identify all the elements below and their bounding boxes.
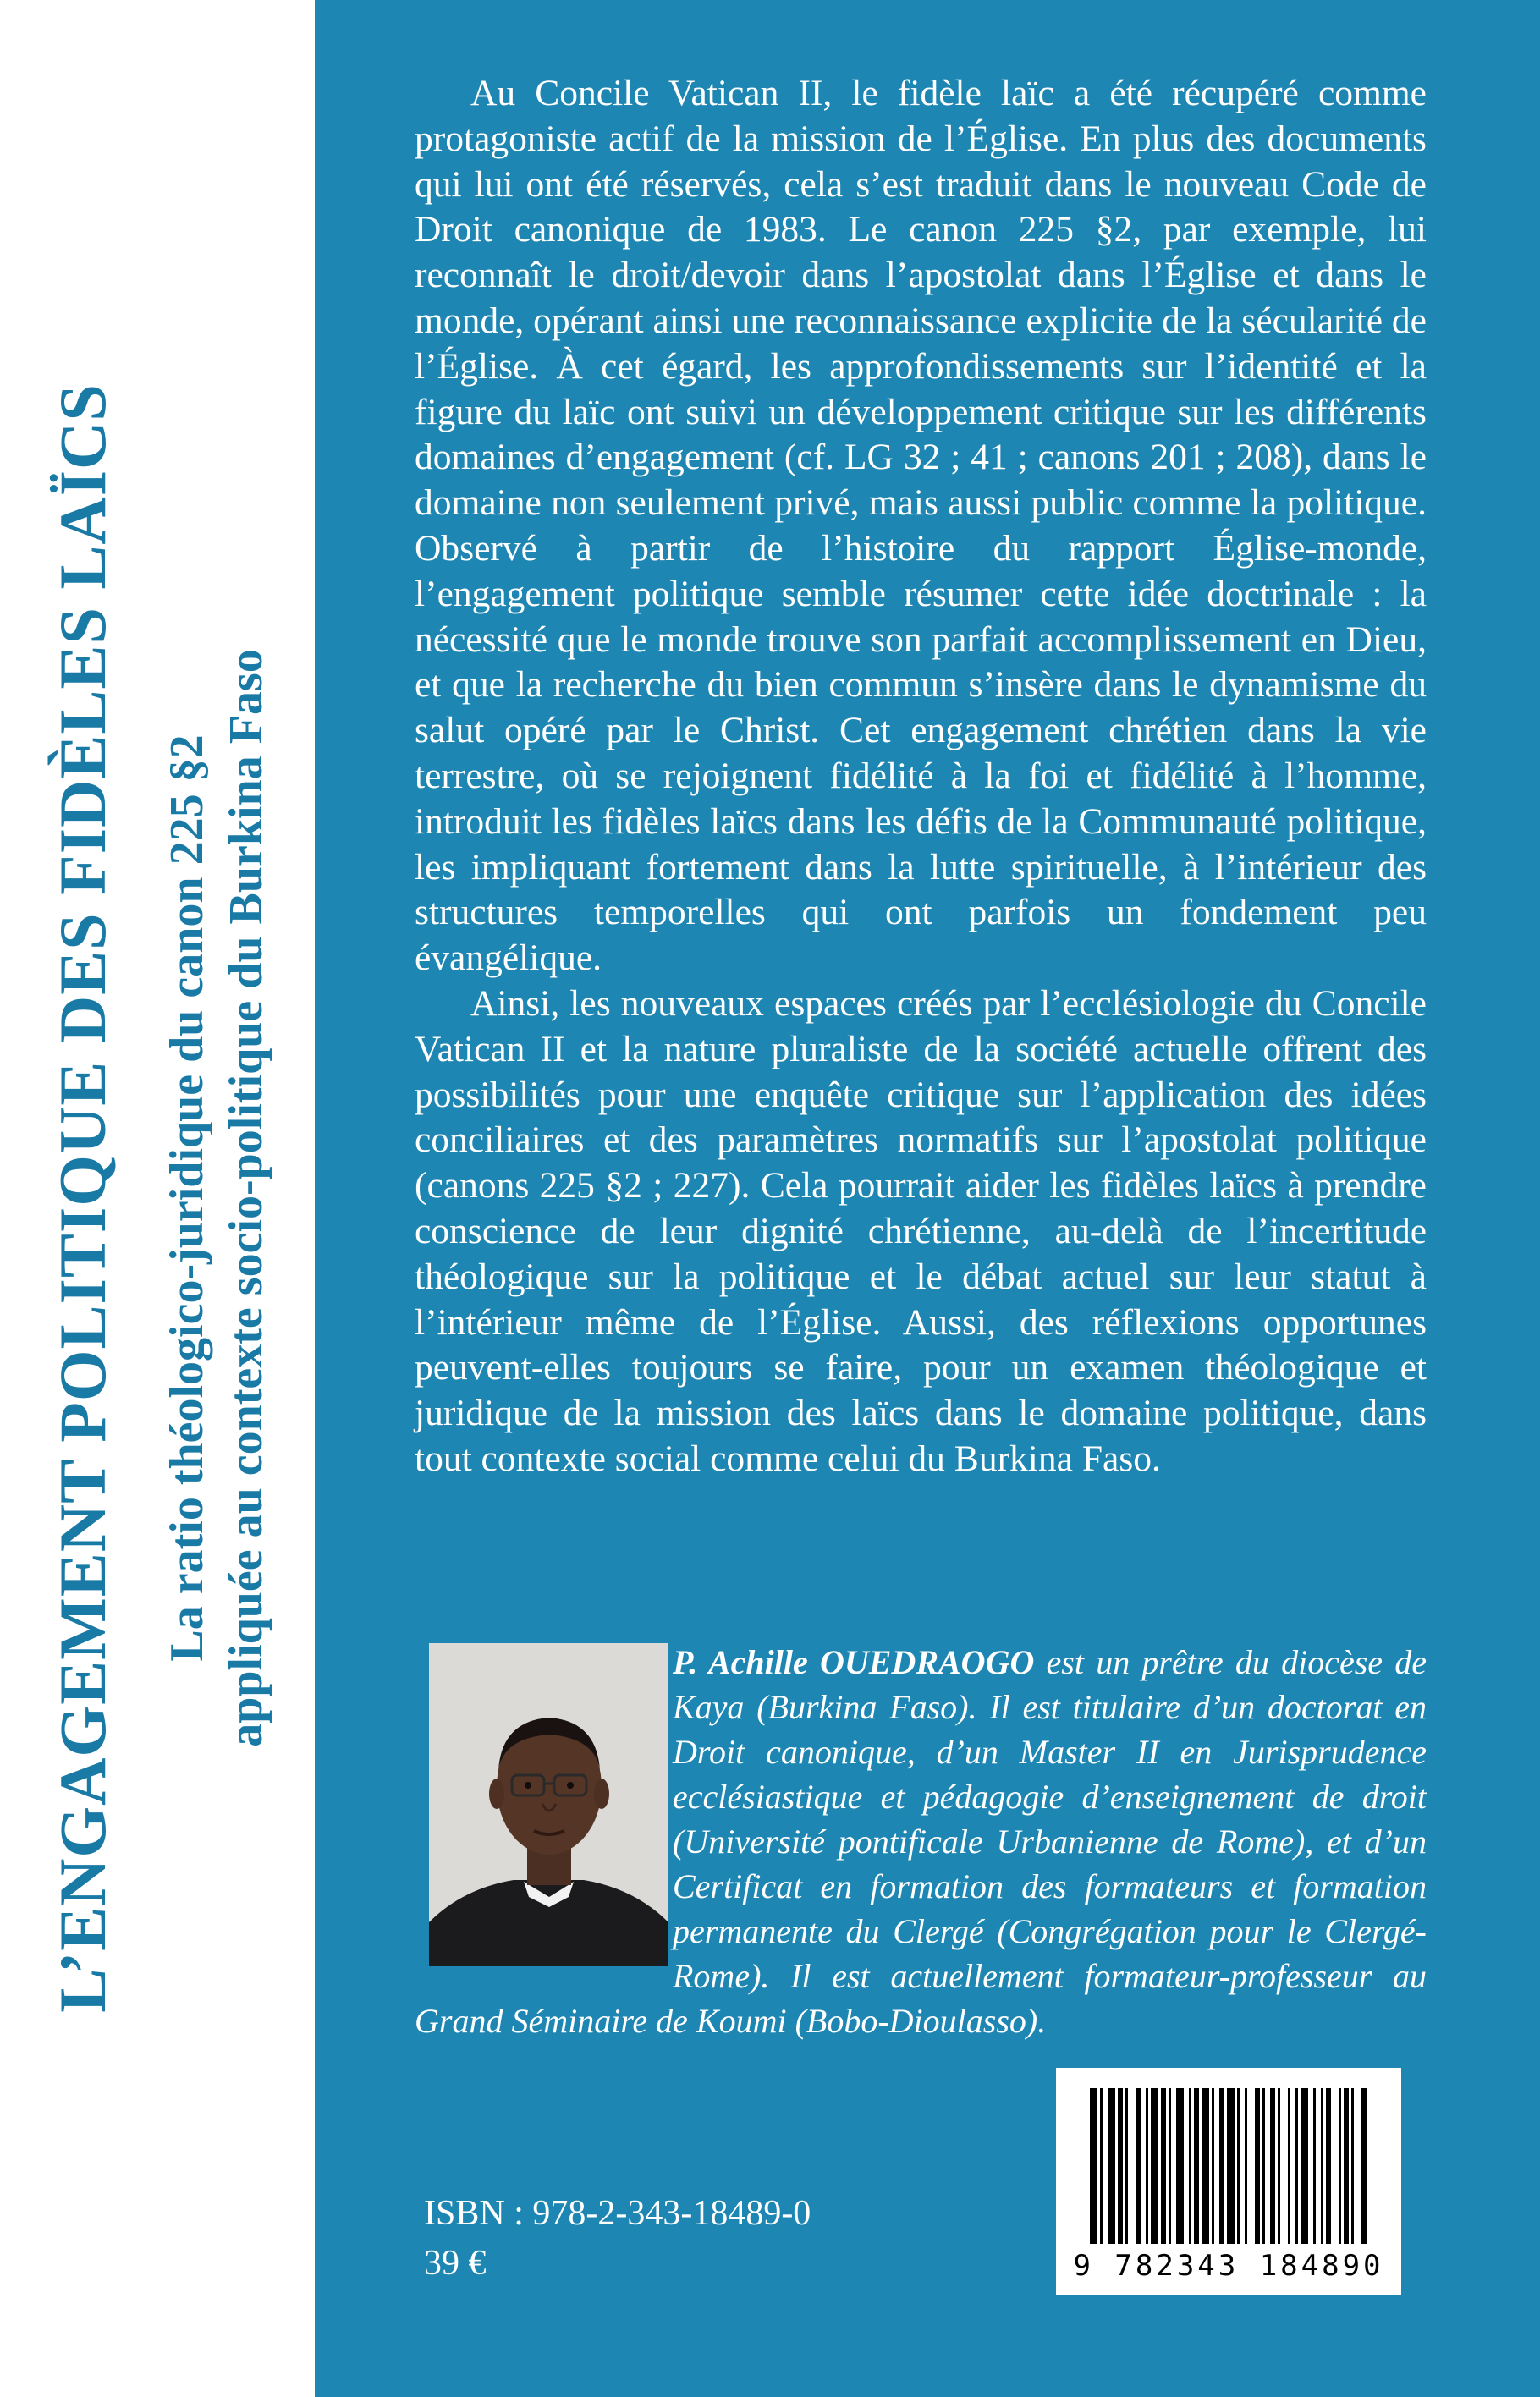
blurb-paragraph-1: Au Concile Vatican II, le fidèle laïc a été récupéré comme protagoniste actif de la mission de l’Église. En plus des documents qui lui ont été réservés, cela s’est traduit dans le nouveau Code de Droit canonique de 1983. Le canon 225 §2, par exemple, lui reconnaît le droit/devoir dans l’apostolat dans l’Église et dans le monde, opérant ainsi une reconnaissance explicite de la sécularité de l’Église. À cet égard, les approfondissements sur l’identité et la figure du laïc ont suivi un développement critique sur les différents domaines d’engagement (cf. LG 32 ; 41 ; canons 201 ; 208), dans le domaine non seulement privé, mais aussi public comme la politique. Observé à partir de l’histoire du rapport Église-monde, l’engagement politique semble résumer cette idée doctrinale : la nécessité que le monde trouve son parfait accomplissement en Dieu, et que la recherche du bien commun s’insère dans le dynamisme du salut opéré par le Christ. Cet engagement chrétien dans la vie terrestre, où se rejoignent fidélité à la foi et fidélité à l’homme, introduit les fidèles laïcs dans les défis de la Communauté politique, les impliquant fortement dans la lutte spirituelle, à l’intérieur des structures temporelles qui ont parfois un fondement peu évangélique.: [415, 73, 1427, 979]
blurb: [415, 71, 1427, 1482]
author-bio: [415, 1640, 1427, 2043]
book-subtitle-line-1: La ratio théologico-juridique du canon 225 §2: [161, 734, 213, 1662]
price: 39 €: [424, 2244, 487, 2283]
book-subtitle-line-2: appliquée au contexte socio-politique du Burkina Faso: [220, 649, 272, 1747]
book-spine: [0, 0, 315, 2397]
barcode: [1056, 2068, 1401, 2295]
author-bio-text: est un prêtre du diocèse de Kaya (Burkina Faso). Il est titulaire d’un doctorat en Droit canonique, d’un Master II en Jurisprudence ecclésiastique et pédagogie d’enseignement de droit (Université pontificale Urbanienne de Rome), et d’un Certificat en formation des formateurs et formation permanente du Clergé (Congrégation pour le Clergé-Rome). Il est actuellement formateur-professeur au Grand Séminaire de Koumi (Bobo-Dioulasso).: [415, 1643, 1427, 2040]
barcode-digits: 9 782343 184890: [1073, 2249, 1384, 2283]
spine-text-block: [41, 56, 274, 2340]
author-name: P. Achille OUEDRAOGO: [673, 1643, 1035, 1681]
back-cover: [315, 0, 1540, 2397]
blurb-paragraph-2: Ainsi, les nouveaux espaces créés par l’ecclésiologie du Concile Vatican II et la nature pluraliste de la société actuelle offrent des possibilités pour une enquête critique sur l’application des idées conciliaires et des paramètres normatifs sur l’apostolat politique (canons 225 §2 ; 227). Cela pourrait aider les fidèles laïcs à prendre conscience de leur dignité chrétienne, au-delà de l’incertitude théologique sur la politique et le débat actuel sur leur statut à l’intérieur même de l’Église. Aussi, des réflexions opportunes peuvent-elles toujours se faire, pour un examen théologique et juridique de la mission des laïcs dans le domaine politique, dans tout contexte social comme celui du Burkina Faso.: [415, 982, 1427, 1479]
isbn: ISBN : 978-2-343-18489-0: [424, 2194, 811, 2233]
book-title: L’ENGAGEMENT POLITIQUE DES FIDÈLES LAÏCS: [46, 383, 119, 2013]
